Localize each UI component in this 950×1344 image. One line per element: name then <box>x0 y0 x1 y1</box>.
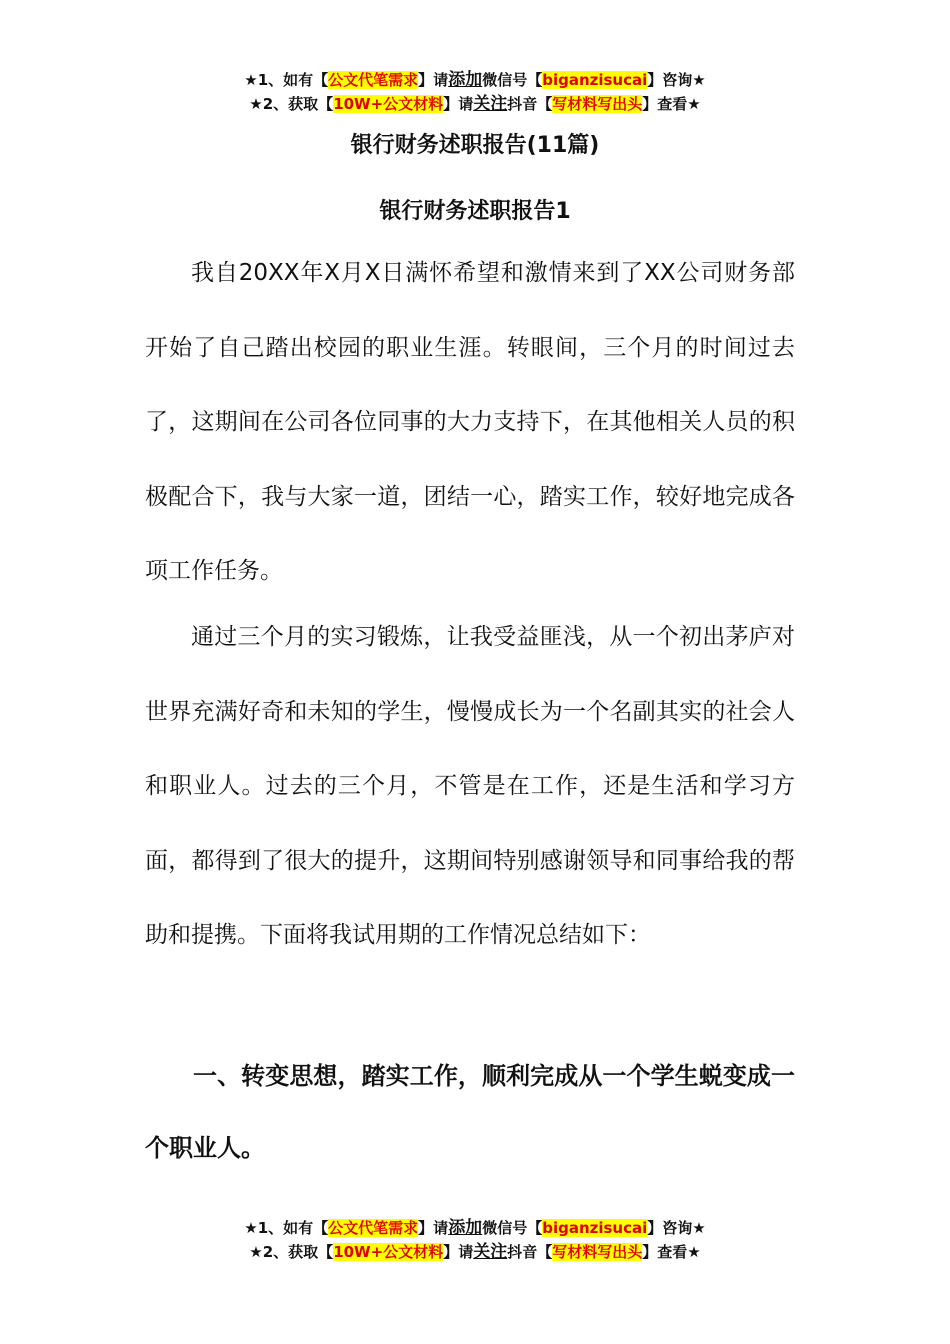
banner-line-1 <box>0 1216 950 1240</box>
star-icon: ★ <box>692 1219 706 1237</box>
banner-line-2 <box>0 92 950 116</box>
underlined-text: 关注 <box>473 1242 508 1262</box>
banner-text: 1、如有【 <box>257 71 329 89</box>
highlight-text: 公文代笔需求 <box>328 1219 419 1237</box>
paragraph: 我自20XX年X月X日满怀希望和激情来到了XX公司财务部开始了自己踏出校园的职业生涯。转眼间，三个月的时间过去了，这期间在公司各位同事的大力支持下，在其他相关人员的积极配合下，我与大家一道，团结一心，踏实工作，较好地完成各项工作任务。 <box>145 260 795 584</box>
banner-text: 2、获取【 <box>262 95 334 113</box>
banner-text: 】咨询 <box>647 1219 693 1237</box>
banner-text: 1、如有【 <box>257 1219 329 1237</box>
underlined-text: 添加 <box>448 70 483 90</box>
wechat-id: biganzisucai <box>542 1219 648 1237</box>
document-title: 银行财务述职报告(11篇) <box>350 133 600 158</box>
wechat-id: biganzisucai <box>542 71 648 89</box>
banner-text: 】请 <box>443 95 474 113</box>
section-title: 银行财务述职报告1 <box>379 199 571 224</box>
underlined-text: 关注 <box>473 94 508 114</box>
banner-text: 】查看 <box>642 1243 688 1261</box>
star-icon: ★ <box>692 71 706 89</box>
star-icon: ★ <box>244 1219 258 1237</box>
douyin-name: 写材料写出头 <box>552 1243 643 1261</box>
top-banner <box>0 68 950 116</box>
banner-line-1 <box>0 68 950 92</box>
banner-text: 】查看 <box>642 95 688 113</box>
paragraph: 通过三个月的实习锻炼，让我受益匪浅，从一个初出茅庐对世界充满好奇和未知的学生，慢慢成长为一个名副其实的社会人和职业人。过去的三个月，不管是在工作，还是生活和学习方面，都得到了很大的提升，这期间特别感谢领导和同事给我的帮助和提携。下面将我试用期的工作情况总结如下： <box>145 624 795 948</box>
banner-text: 2、获取【 <box>262 1243 334 1261</box>
banner-text: 】请 <box>418 71 449 89</box>
highlight-text: 10W+公文材料 <box>333 1243 444 1261</box>
section-heading: 一、转变思想，踏实工作，顺利完成从一个学生蜕变成一个职业人。 <box>145 1062 795 1162</box>
underlined-text: 添加 <box>448 1218 483 1238</box>
banner-text: 抖音【 <box>507 95 553 113</box>
banner-text: 抖音【 <box>507 1243 553 1261</box>
highlight-text: 10W+公文材料 <box>333 95 444 113</box>
star-icon: ★ <box>687 1243 701 1261</box>
star-icon: ★ <box>249 95 263 113</box>
bottom-banner <box>0 1216 950 1264</box>
banner-line-2 <box>0 1240 950 1264</box>
star-icon: ★ <box>249 1243 263 1261</box>
star-icon: ★ <box>687 95 701 113</box>
highlight-text: 公文代笔需求 <box>328 71 419 89</box>
douyin-name: 写材料写出头 <box>552 95 643 113</box>
banner-text: 】咨询 <box>647 71 693 89</box>
banner-text: 】请 <box>418 1219 449 1237</box>
banner-text: 微信号【 <box>482 1219 543 1237</box>
banner-text: 微信号【 <box>482 71 543 89</box>
banner-text: 】请 <box>443 1243 474 1261</box>
star-icon: ★ <box>244 71 258 89</box>
